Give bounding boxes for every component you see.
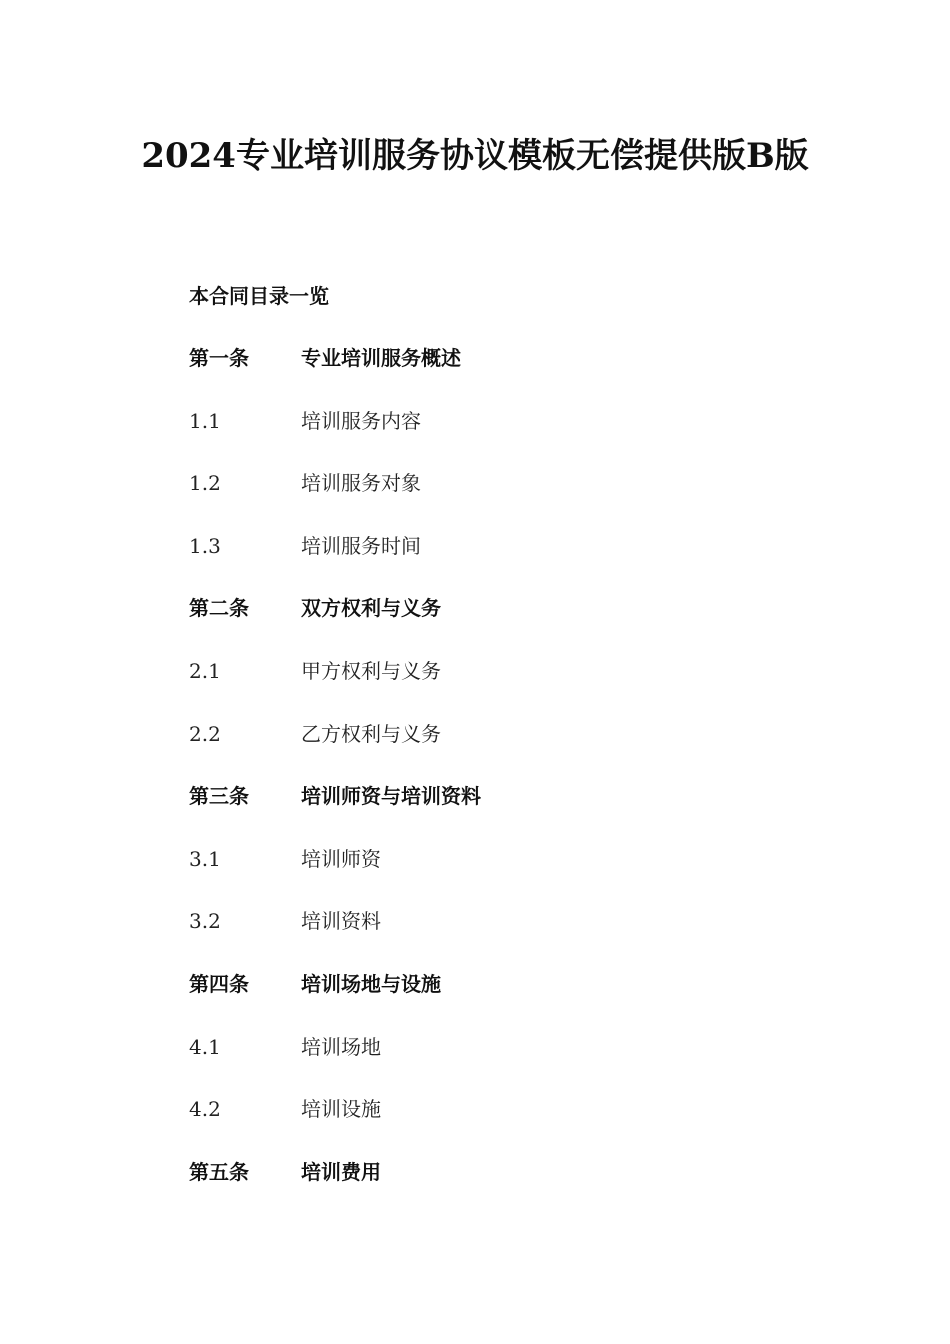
toc-entry-number: 2.2 [189, 721, 221, 746]
toc-entry-title: 培训设施 [301, 1097, 381, 1122]
toc-entry-number: 1.1 [189, 408, 221, 433]
toc-entry [189, 530, 809, 593]
toc-entry-number: 3.1 [189, 846, 221, 871]
toc-entry-number: 4.1 [189, 1034, 221, 1059]
toc-entry [189, 592, 809, 655]
toc-entry-title: 培训资料 [301, 909, 381, 934]
toc-entry-number: 第五条 [189, 1159, 249, 1184]
toc-entry-number: 1.3 [189, 533, 221, 558]
toc-entry [189, 1156, 809, 1219]
toc-entry [189, 843, 809, 906]
toc-entry-title: 培训服务对象 [301, 471, 421, 496]
toc-entry-title: 甲方权利与义务 [301, 658, 441, 683]
toc-entry-number: 2.1 [189, 658, 221, 683]
toc-entry-number: 1.2 [189, 471, 221, 496]
toc-entry [189, 1031, 809, 1094]
toc-entry [189, 968, 809, 1031]
toc-entry-title: 培训场地 [301, 1034, 381, 1059]
toc-entry [189, 780, 809, 843]
toc-entry-number: 3.2 [189, 909, 221, 934]
toc-entry-title: 培训服务时间 [301, 533, 421, 558]
toc-entry [189, 718, 809, 781]
toc-entry-number: 第四条 [189, 971, 249, 996]
document-title: 2024专业培训服务协议模板无偿提供版B版 [141, 136, 809, 176]
toc-entry-title: 培训服务内容 [301, 408, 421, 433]
toc-entry-number: 4.2 [189, 1097, 221, 1122]
toc-entry-number: 第一条 [189, 346, 249, 370]
toc-entry-title: 乙方权利与义务 [301, 721, 441, 746]
toc-entry [189, 405, 809, 468]
toc-entry-title: 培训费用 [301, 1159, 381, 1184]
toc-entry [189, 1093, 809, 1156]
toc-entry-title: 双方权利与义务 [301, 596, 441, 621]
toc-entry-title: 培训场地与设施 [301, 971, 441, 996]
toc-entry-number: 第二条 [189, 596, 249, 621]
toc-entry [189, 655, 809, 718]
toc-entry [189, 905, 809, 968]
toc-entry-number: 第三条 [189, 784, 249, 809]
toc-entry [189, 467, 809, 530]
table-of-contents [189, 342, 809, 1218]
toc-entry-title: 培训师资与培训资料 [301, 784, 481, 809]
toc-entry-title: 专业培训服务概述 [301, 346, 461, 370]
toc-heading: 本合同目录一览 [189, 284, 329, 308]
toc-entry-title: 培训师资 [301, 846, 381, 871]
toc-entry [189, 342, 809, 405]
